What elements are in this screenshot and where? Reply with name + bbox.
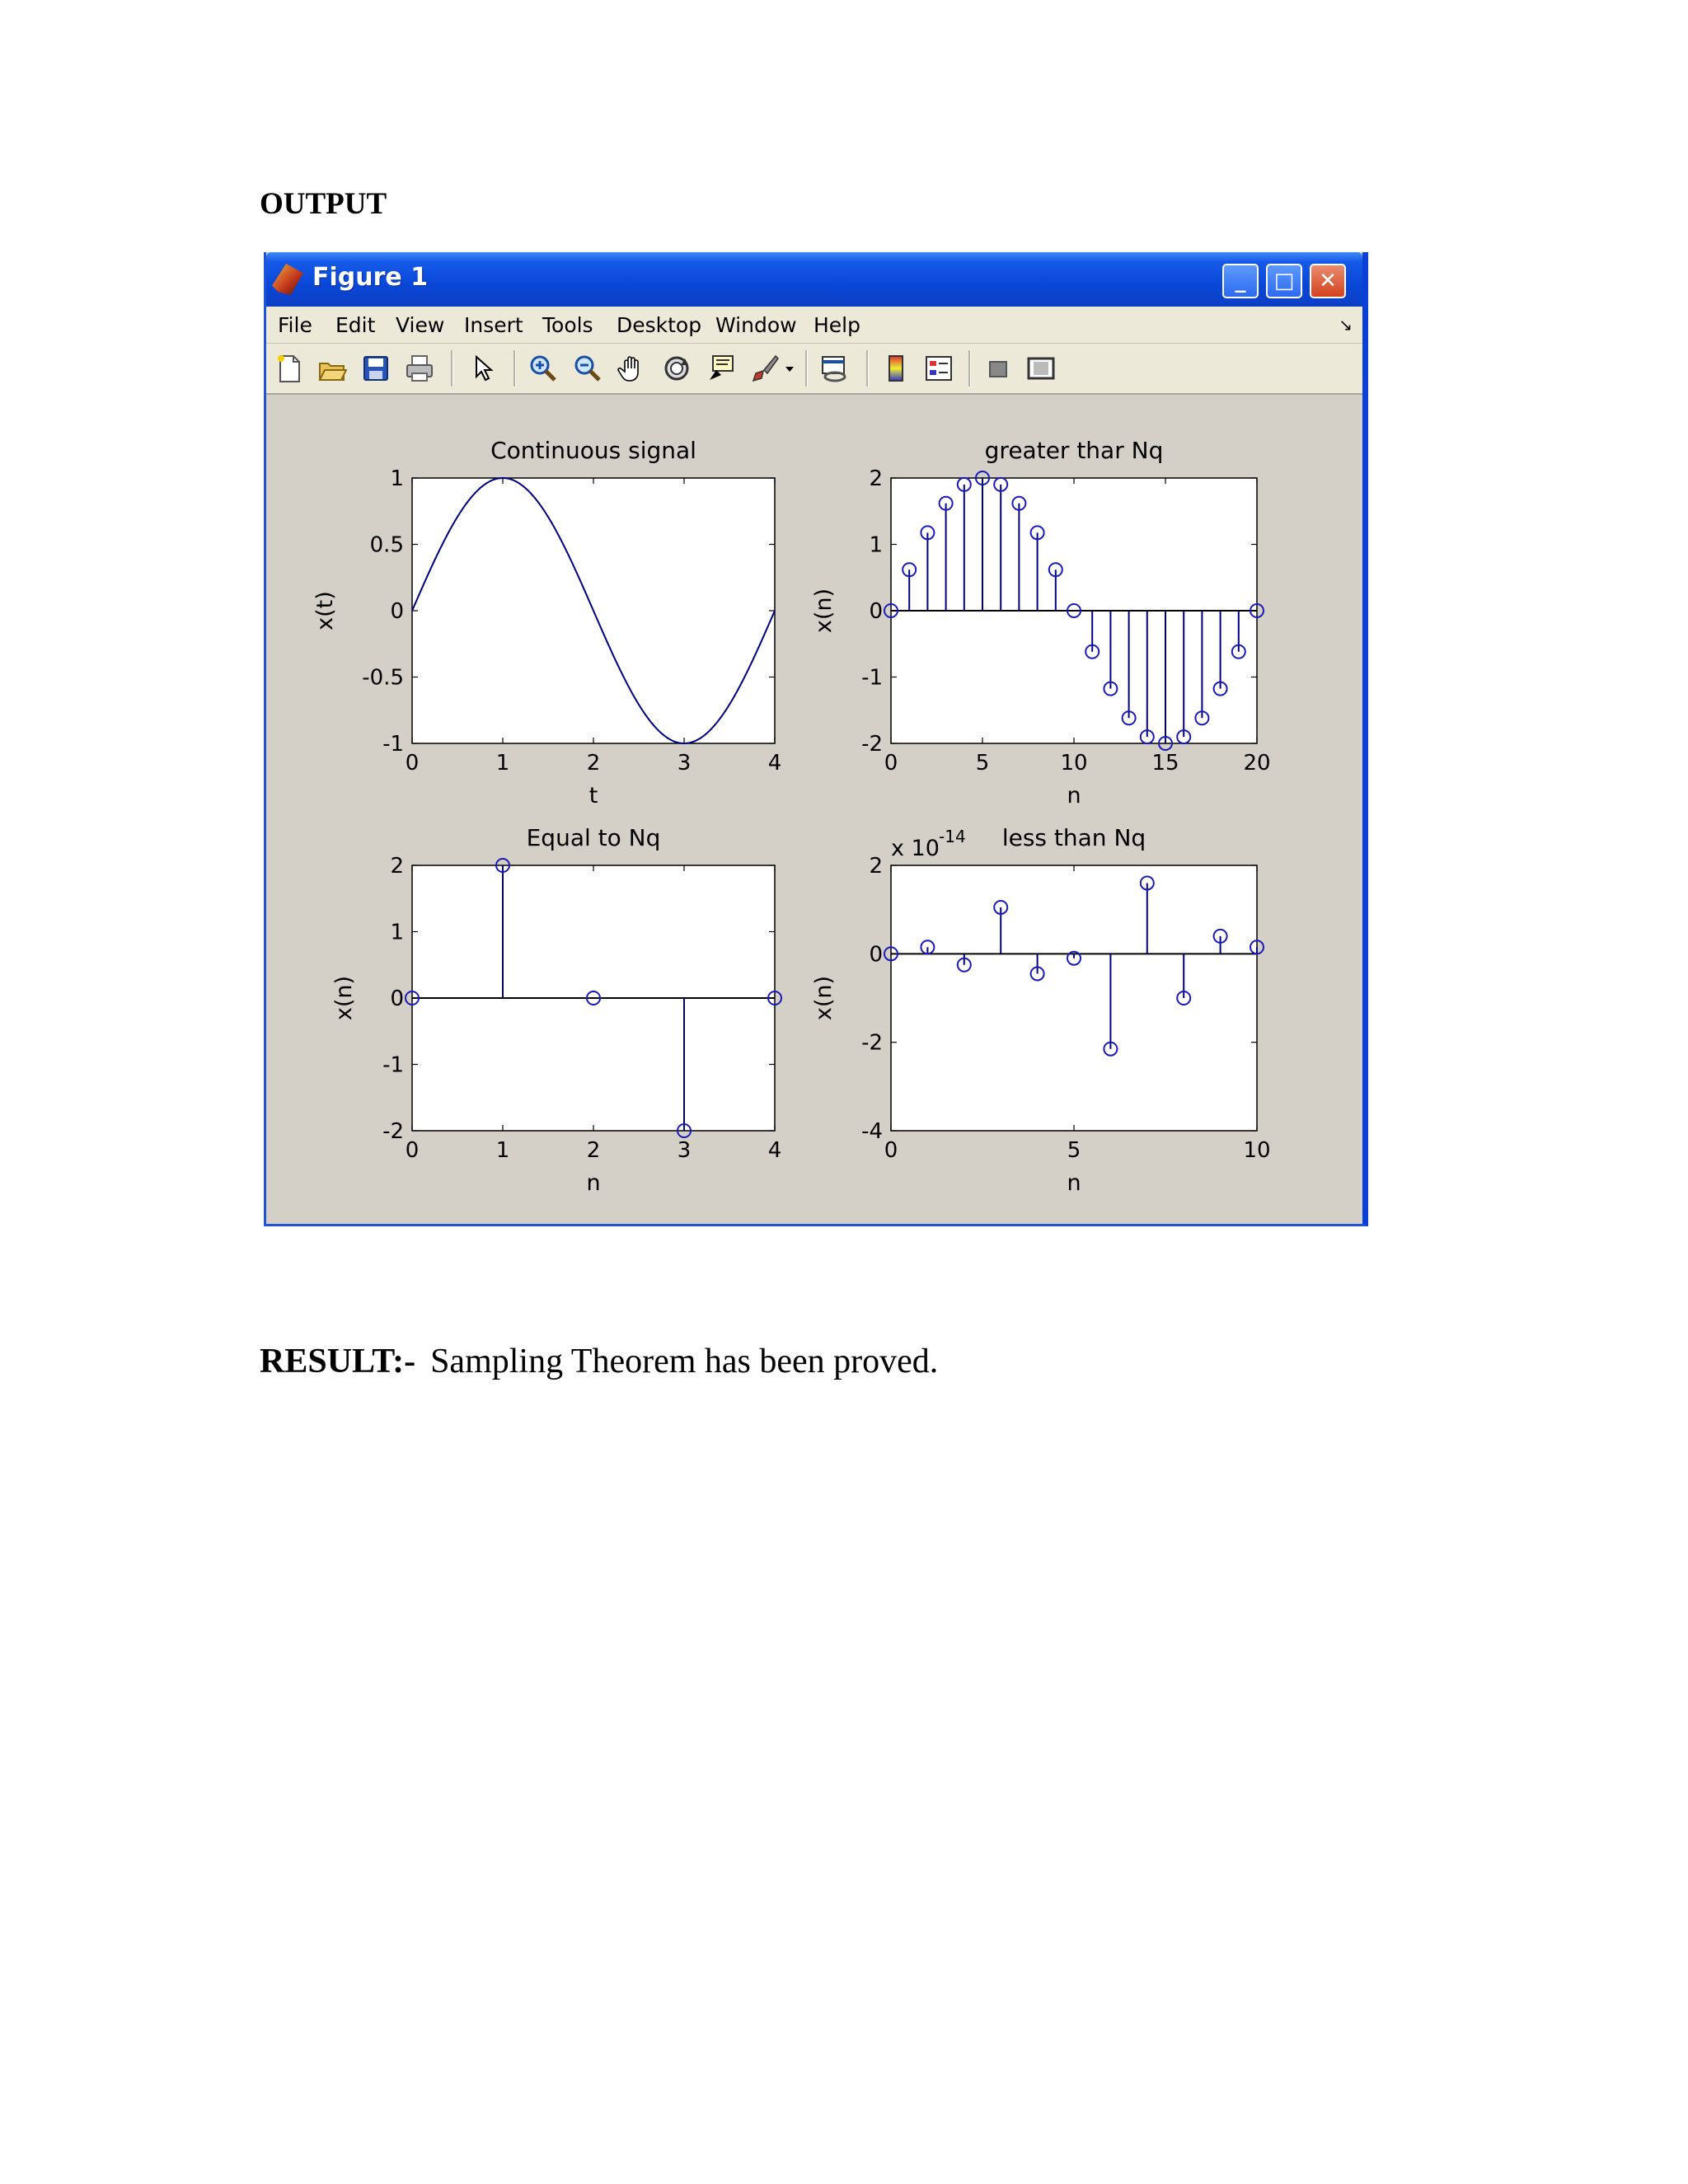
subplot-title: greater thar Nq <box>984 437 1164 464</box>
toolbar-separator <box>805 350 808 387</box>
x-tick-label: 5 <box>975 751 990 776</box>
y-tick-label: 1 <box>390 920 404 945</box>
axis-scale-label: x 10 <box>891 836 940 861</box>
x-tick-label: 0 <box>884 1138 898 1163</box>
y-tick-label: 0 <box>390 987 404 1011</box>
subplot-title: less than Nq <box>1001 824 1146 851</box>
close-icon: ✕ <box>1319 269 1337 293</box>
figure-plot-area <box>266 396 1362 1220</box>
x-tick-label: 0 <box>884 751 898 776</box>
x-tick-label: 2 <box>586 751 601 776</box>
menu-view[interactable]: View <box>396 313 445 337</box>
y-tick-label: 0.5 <box>369 532 404 558</box>
x-tick-label: 2 <box>586 1138 601 1163</box>
result-label: RESULT:- <box>260 1343 416 1380</box>
data-cursor-icon[interactable] <box>706 354 736 383</box>
edit-plot-arrow-icon[interactable] <box>468 354 498 383</box>
y-tick-label: -2 <box>861 732 883 757</box>
colorbar-icon[interactable] <box>881 354 911 383</box>
minimize-button[interactable] <box>1222 264 1259 298</box>
y-tick-label: 0 <box>869 599 883 624</box>
menu-tools[interactable]: Tools <box>542 313 593 337</box>
zoom-out-icon[interactable] <box>573 354 603 383</box>
subplot-3 <box>331 824 781 1196</box>
brush-icon[interactable] <box>751 354 781 383</box>
y-axis-label: x(t) <box>312 591 338 630</box>
axes-box <box>891 865 1257 1131</box>
x-tick-label: 4 <box>767 1138 782 1163</box>
output-heading: OUTPUT <box>260 187 387 221</box>
window-title: Figure 1 <box>312 263 429 292</box>
save-icon[interactable] <box>361 354 391 383</box>
minimize-icon: _ <box>1235 269 1246 293</box>
pan-hand-icon[interactable] <box>617 354 647 383</box>
close-button[interactable] <box>1310 264 1346 298</box>
y-axis-label: x(n) <box>331 975 357 1021</box>
subplot-2 <box>811 437 1271 808</box>
title-bar[interactable] <box>266 252 1362 307</box>
x-axis-label: t <box>588 783 598 808</box>
subplot-title: Continuous signal <box>490 437 696 464</box>
x-axis-label: n <box>1067 783 1081 808</box>
zoom-in-icon[interactable] <box>528 354 558 383</box>
result-text: Sampling Theorem has been proved. <box>430 1343 939 1380</box>
x-tick-label: 1 <box>495 1138 510 1163</box>
toolbar-separator <box>968 350 971 387</box>
hide-plot-tools-icon[interactable] <box>983 354 1013 383</box>
y-axis-label: x(n) <box>811 975 837 1021</box>
y-tick-label: 2 <box>390 854 404 879</box>
y-tick-label: 1 <box>869 532 883 558</box>
y-tick-label: -1 <box>861 665 883 691</box>
x-tick-label: 15 <box>1151 751 1179 776</box>
axis-scale-exponent: -14 <box>939 827 966 846</box>
x-tick-label: 3 <box>677 751 692 776</box>
x-axis-label: n <box>1067 1170 1081 1196</box>
y-tick-label: 2 <box>869 854 883 879</box>
menu-insert[interactable]: Insert <box>464 313 523 337</box>
toolbar-separator <box>866 350 869 387</box>
subplot-title: Equal to Nq <box>526 824 661 851</box>
menu-file[interactable]: File <box>278 313 312 337</box>
menu-edit[interactable]: Edit <box>335 313 376 337</box>
matlab-logo-icon <box>272 264 303 295</box>
menu-bar <box>266 307 1362 344</box>
legend-icon[interactable] <box>924 354 954 383</box>
x-tick-label: 3 <box>677 1138 692 1163</box>
y-tick-label: -2 <box>861 1030 883 1056</box>
menu-window[interactable]: Window <box>715 313 797 337</box>
y-tick-label: -1 <box>382 1052 404 1078</box>
y-tick-label: 1 <box>390 466 404 491</box>
rotate-3d-icon[interactable] <box>662 354 692 383</box>
x-tick-label: 0 <box>405 1138 420 1163</box>
toolbar-separator <box>513 350 516 387</box>
menu-help[interactable]: Help <box>814 313 860 337</box>
x-tick-label: 1 <box>495 751 510 776</box>
toolbar-separator <box>451 350 453 387</box>
figure-toolbar <box>266 344 1362 395</box>
show-plot-tools-icon[interactable] <box>1026 354 1056 383</box>
y-tick-label: -2 <box>382 1119 404 1144</box>
y-tick-label: 0 <box>869 942 883 968</box>
x-tick-label: 20 <box>1243 751 1271 776</box>
y-tick-label: -1 <box>382 732 404 757</box>
brush-dropdown-icon[interactable] <box>782 354 797 383</box>
subplot-4 <box>811 824 1271 1196</box>
link-plot-icon[interactable] <box>820 354 850 383</box>
y-axis-label: x(n) <box>811 588 837 634</box>
x-tick-label: 4 <box>767 751 782 776</box>
subplot-1 <box>312 437 781 808</box>
x-tick-label: 0 <box>405 751 420 776</box>
dock-arrow-icon[interactable]: ↘ <box>1339 315 1353 335</box>
menu-desktop[interactable]: Desktop <box>617 313 702 337</box>
figure-window <box>264 252 1368 1226</box>
new-figure-icon[interactable] <box>274 354 304 383</box>
x-tick-label: 5 <box>1067 1138 1081 1163</box>
y-tick-label: -0.5 <box>362 665 404 691</box>
print-icon[interactable] <box>405 354 434 383</box>
y-tick-label: 0 <box>390 599 404 624</box>
x-axis-label: n <box>586 1170 601 1196</box>
x-tick-label: 10 <box>1243 1138 1271 1163</box>
maximize-button[interactable] <box>1266 264 1302 298</box>
maximize-icon: □ <box>1273 269 1295 293</box>
y-tick-label: -4 <box>861 1119 883 1144</box>
open-icon[interactable] <box>317 354 347 383</box>
plots-canvas <box>266 396 1362 1220</box>
result-line <box>260 1342 938 1381</box>
y-tick-label: 2 <box>869 466 883 491</box>
x-tick-label: 10 <box>1060 751 1088 776</box>
